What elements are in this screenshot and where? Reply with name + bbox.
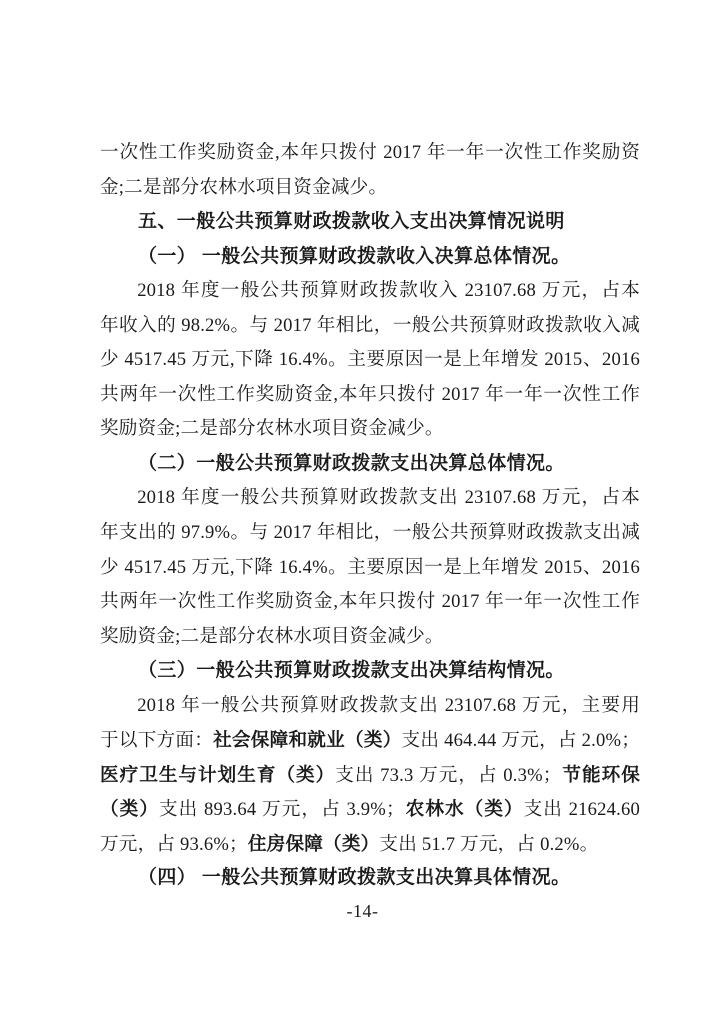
- page-number: -14-: [346, 901, 379, 921]
- text-block: [100, 136, 640, 896]
- bold-term: （三）一般公共预算财政拨款支出决算结构情况。: [138, 660, 565, 682]
- heading-line: [100, 654, 640, 689]
- text-line: [100, 343, 640, 378]
- bold-term: （一） 一般公共预算财政拨款收入决算总体情况。: [138, 245, 571, 267]
- text-segment: 2018 年一般公共预算财政拨款支出 23107.68 万元，主要用: [137, 694, 640, 716]
- text-line: [100, 136, 640, 171]
- bold-term: 医疗卫生与计划生育（类）: [100, 763, 336, 785]
- text-line: [100, 516, 640, 551]
- bold-term: 住房保障（类）: [247, 832, 380, 854]
- text-line: [100, 378, 640, 413]
- text-line: [100, 585, 640, 620]
- bold-term: （四） 一般公共预算财政拨款支出决算具体情况。: [138, 867, 571, 889]
- text-segment: 金;二是部分农林水项目资金减少。: [100, 176, 388, 198]
- text-line: [100, 723, 640, 758]
- text-segment: 2018 年度一般公共预算财政拨款支出 23107.68 万元，占本: [137, 487, 640, 509]
- bold-term: （类）: [100, 798, 159, 820]
- text-segment: 支出 21624.60: [523, 799, 641, 821]
- text-segment: 支出 51.7 万元，占 0.2%。: [379, 833, 599, 855]
- bold-term: 五、一般公共预算财政拨款收入支出决算情况说明: [138, 211, 565, 233]
- bold-term: 社会保障和就业（类）: [213, 729, 402, 751]
- text-segment: 于以下方面：: [100, 730, 214, 752]
- text-segment: 少 4517.45 万元,下降 16.4%。主要原因一是上年增发 2015、2016: [100, 556, 640, 578]
- text-line: [100, 412, 640, 447]
- text-line: [100, 551, 640, 586]
- heading-line: [100, 447, 640, 482]
- text-segment: 少 4517.45 万元,下降 16.4%。主要原因一是上年增发 2015、2016: [100, 349, 640, 371]
- text-line: [100, 309, 640, 344]
- text-segment: 2018 年度一般公共预算财政拨款收入 23107.68 万元，占本: [137, 280, 640, 302]
- heading-line: [100, 861, 640, 896]
- text-segment: 奖励资金;二是部分农林水项目资金减少。: [100, 418, 444, 440]
- bold-term: 节能环保: [561, 763, 640, 785]
- bold-term: 农林水（类）: [404, 798, 524, 820]
- text-line: [100, 827, 640, 862]
- text-segment: 奖励资金;二是部分农林水项目资金减少。: [100, 625, 444, 647]
- text-line: [100, 171, 640, 206]
- bold-term: （二）一般公共预算财政拨款支出决算总体情况。: [138, 452, 565, 474]
- text-line: [100, 274, 640, 309]
- text-segment: 一次性工作奖励资金,本年只拨付 2017 年一年一次性工作奖励资: [100, 142, 640, 163]
- text-line: [100, 758, 640, 793]
- text-segment: 共两年一次性工作奖励资金,本年只拨付 2017 年一年一次性工作: [100, 591, 640, 613]
- text-segment: 年收入的 98.2%。与 2017 年相比，一般公共预算财政拨款收入减: [100, 314, 640, 336]
- text-line: [100, 792, 640, 827]
- text-segment: 万元，占 93.6%；: [100, 833, 248, 855]
- text-line: [100, 620, 640, 655]
- text-segment: 支出 464.44 万元，占 2.0%；: [401, 730, 640, 752]
- text-segment: 支出 73.3 万元，占 0.3%；: [335, 764, 562, 786]
- text-segment: 支出 893.64 万元，占 3.9%；: [159, 799, 405, 821]
- text-segment: 年支出的 97.9%。与 2017 年相比，一般公共预算财政拨款支出减: [100, 522, 640, 544]
- text-line: [100, 481, 640, 516]
- heading-line: [100, 205, 640, 240]
- text-segment: 共两年一次性工作奖励资金,本年只拨付 2017 年一年一次性工作: [100, 383, 640, 405]
- heading-line: [100, 240, 640, 275]
- text-line: [100, 689, 640, 724]
